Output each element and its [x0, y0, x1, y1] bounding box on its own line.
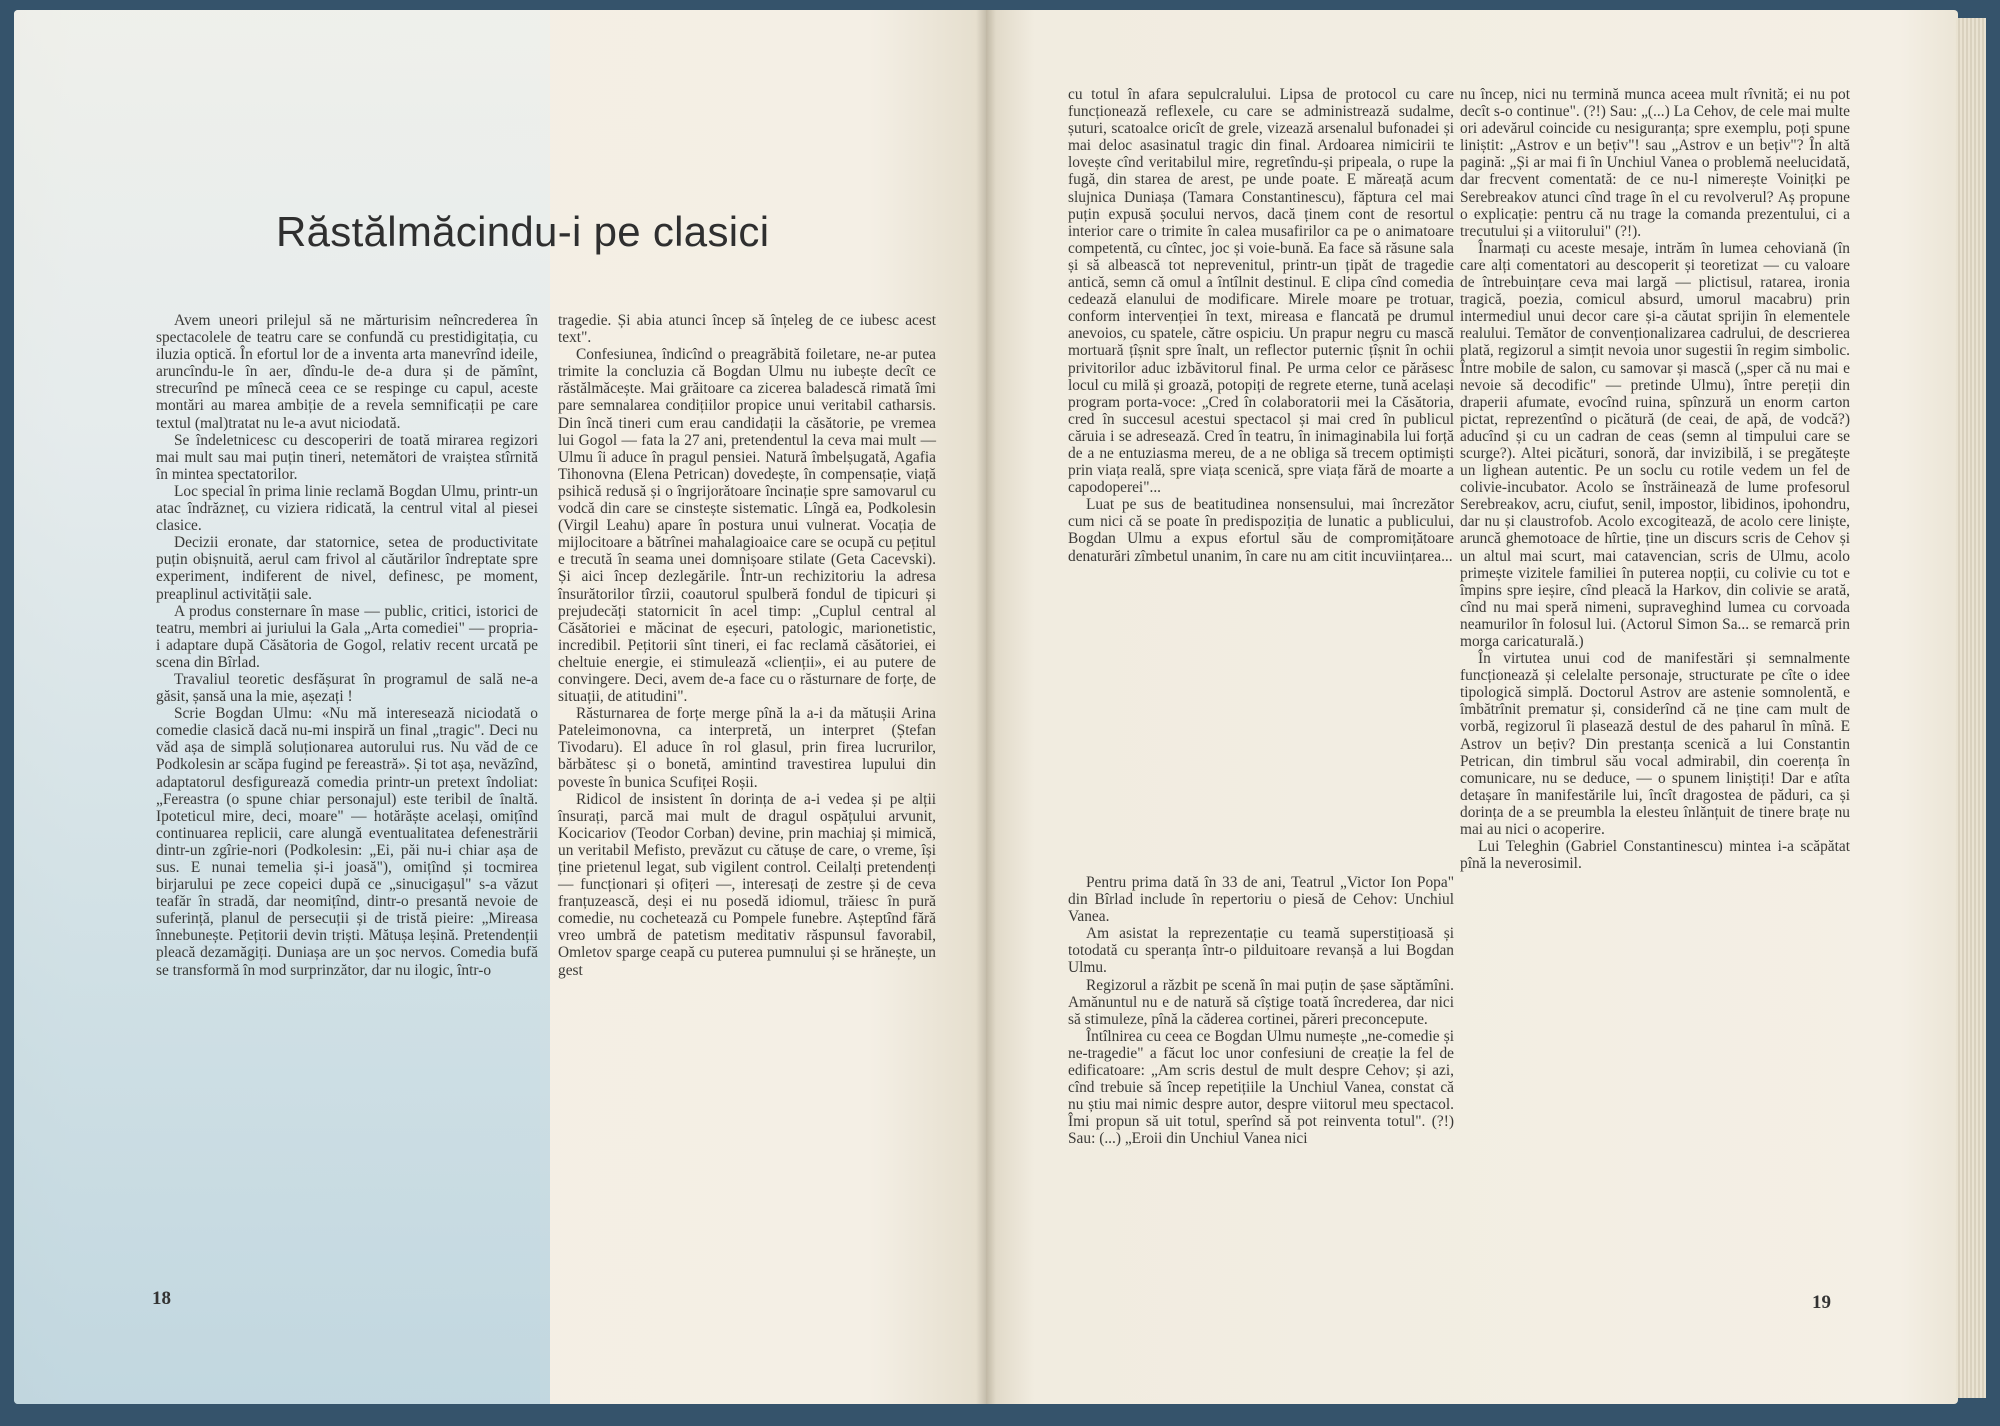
paragraph: nu încep, nici nu termină munca aceea mult rîvnită; ei nu pot decît s-o continue". (?!) Sau: „(...) La Cehov, de cele mai multe ori adevărul coincide cu nesiguranța; spre exemplu, poți spune liniștit: „Astrov e un bețiv"! sau „Astrov e un bețiv"? În altă pagină: „Și ar mai fi în Unchiul Vanea o problemă neelucidată, dar frecvent comentată: de ce nu-l nimerește Voinițki pe Serebreakov atunci cînd trage în el cu revolverul? Aș propune o explicație: pentru că nu trage la comanda prezentului, ci a trecutului și a viitorului" (?!). — [1460, 86, 1850, 240]
paragraph: Înarmați cu aceste mesaje, intrăm în lumea cehoviană (în care alți comentatori au descoperit și teoretizat — cu valoare de întrebuințare ceva mai largă — plictisul, ratarea, ironia tragică, poezia, comicul absurd, umorul macabru) prin intermediul unui decor care și-a căutat sprijin în elementele realului. Temător de convenționalizarea cadrului, de descrierea plată, regizorul a simțit nevoia unor sugestii în regim simbolic. Între mobile de salon, cu samovar și mască („sper că nu mai e nevoie să decodific" — pretinde Ulmu), între pereții din draperii afumate, evocînd ruina, spînzură un enorm carton pictat, reprezentînd o picătură (de ceai, de apă, de vodcă?) aducînd și cu un cadran de ceas (semn al timpului care se scurge?). Altei picături, sonoră, dar invizibilă, i se pregătește un lighean autentic. Pe un soclu cu rotile vedem un fel de colivie-incubator. Acolo se înstrăinează de lume profesorul Serebreakov, acru, ciufut, senil, impostor, libidinos, ipohondru, dar nu și claustrofob. Acolo excogitează, de acolo cere liniște, aruncă ghemotoace de hîrtie, ține un discurs scris de Cehov și un altul mai scurt, mai catavencian, scris de Ulmu, acolo primește vizitele familiei în puterea nopții, cu colivie cu tot e împins spre ieșire, cînd pleacă la Harkov, din colivie se arată, cînd nu mai speră nimeni, supraveghind lumea cu corvoada neamurilor în folosul lui. (Actorul Simon Sa... se remarcă prin morga caricaturală.) — [1460, 239, 1850, 650]
paragraph: Răsturnarea de forțe merge pînă la a-i da mătușii Arina Pateleimonovna, ca interpretă, un interpret (Ștefan Tivodaru). El aduce în rol glasul, prin firea lucrurilor, bărbătesc și o bonetă, amintind travestirea lupului din poveste în bunica Scufiței Roșii. — [558, 705, 936, 791]
paragraph: Ridicol de insistent în dorința de a-i vedea și pe alții însurați, parcă mai mult de dragul ospățului arvunit, Kocicariov (Teodor Corban) devine, prin machiaj și mimică, un veritabil Mefisto, prevăzut cu cătușe de care, o vreme, își ține prietenul legat, sub vigilent control. Ceilalți pretendenți — funcționari și ofițeri —, interesați de zestre și de ceva franțuzească, deși ei nu posedă idiomul, trăiesc în pură comedie, nu cochetează cu Pompele funebre. Așteptînd fără vreo umbră de patetism meditativ răspunsul favorabil, Omletov sparge ceapă cu puterea pumnului și se hrănește, un gest — [558, 790, 936, 979]
paragraph: A produs consternare în mase — public, critici, istorici de teatru, membri ai juriului la Gala „Arta comediei" — propria-i adaptare după Căsătoria de Gogol, relativ recent urcată pe scena din Bîrlad. — [156, 602, 538, 671]
paragraph: cu totul în afara sepulcralului. Lipsa de protocol cu care funcționează reflexele, cu care se administrează sudalme, șuturi, scatoalce oricît de grele, vizează arsenalul bufonadei și mai deloc asasinatul tragic din final. Ardoarea nimicirii te lovește cînd veritabilul mire, regretîndu-și pripeala, o rupe la fugă, din starea de arest, pe unde poate. E măreață acum slujnica Duniașa (Tamara Constantinescu), făptura cel mai puțin expusă șocului nervos, dacă ținem cont de resortul interior care o trimite în calea musafirilor ca pe o animatoare competentă, cu cîntec, joc și voie-bună. Ea face să răsune sala și să albească tot neprevenitul, printr-un țipăt de tragedie antică, semn că omul a întîlnit destinul. E clipa cînd comedia cedează elanului de modificare. Mirele moare pe trotuar, conform intervenției în text, mireasa e flancată pe drumul anevoios, cu spatele, către ospiciu. Un prapur negru cu mască mortuară țîșnit spre înalt, un reflector puternic țîșnit în ochii privitorilor aduc izbăvitorul final. Pe urma celor ce părăsesc locul cu milă și groază, potopiți de regrete eterne, tună același program porta-voce: „Cred în colaboratorii mei la Căsătoria, cred în succesul acestui spectacol și mai cred în publicul căruia i se adresează. Cred în teatru, în inimaginabila lui forță de a ne entuziasma mereu, de a ne obliga să trecem optimiști prin viața reală, spre viața scenică, spre viața fără de moarte a capodoperei"... — [1068, 86, 1454, 497]
paragraph: Regizorul a răzbit pe scenă în mai puțin de șase săptămîni. Amănuntul nu e de natură să cîștige toată încrederea, dar nici să stimuleze, pînă la căderea cortinei, păreri preconcepute. — [1068, 976, 1454, 1028]
paragraph: Luat pe sus de beatitudinea nonsensului, mai încrezător cum nici că se poate în predispoziția de lunatic a publicului, Bogdan Ulmu a expus efortul său de compromițătoare denaturări zîmbetul unanim, în care nu am citit incuviințarea... — [1068, 496, 1454, 565]
right-column-1-lower — [1068, 874, 1454, 1148]
right-column-2 — [1460, 86, 1850, 872]
paragraph: Loc special în prima linie reclamă Bogdan Ulmu, printr-un atac îndrăzneț, cu viziera ridicată, la centrul vital al piesei clasice. — [156, 482, 538, 535]
left-column-1 — [156, 312, 538, 979]
page-number-right: 19 — [1812, 1292, 1831, 1313]
left-page — [14, 10, 986, 1404]
page-number-left: 18 — [152, 1288, 171, 1309]
left-column-2 — [558, 312, 936, 979]
paragraph: tragedie. Și abia atunci încep să înțeleg de ce iubesc acest text". — [558, 312, 936, 347]
paragraph: Scrie Bogdan Ulmu: «Nu mă interesează niciodată o comedie clasică dacă nu-mi inspiră un final „tragic". Deci nu văd așa de simplă soluționarea autorului rus. Nu văd de ce Podkolesin ar scăpa fugind pe fereastră». Și tot așa, nevăzînd, adaptatorul desfigurează comedia printr-un pretext îndoliat: „Fereastra (o spune chiar personajul) este teribil de înaltă. Ipoteticul mire, deci, moare" — hotărăște același, omițînd continuarea replicii, care alungă eventualitatea defenestrării dintr-un zgîrie-nori (Podkolesin: „Ei, păi nu-i chiar așa de sus. E nunai temelia și-i joasă"), omițînd și tocmirea birjarului pe zece copeici după ce „sinucigașul" s-a văzut teafăr în stradă, dar neomițînd, dintr-o presantă nevoie de suferință, planul de persecuții și de tristă pieire: „Mireasa înnebunește. Pețitorii devin triști. Mătușa leșină. Pretendenții pleacă dezamăgiți. Duniașa are un șoc nervos. Comedia bufă se transformă în mod surprinzător, dar nu ilogic, într-o — [156, 705, 538, 979]
right-column-1 — [1068, 86, 1454, 565]
paragraph: Decizii eronate, dar statornice, setea de productivitate puțin obișnuită, aerul cam frivol al căutărilor îndreptate spre experiment, indiferent de nivel, definesc, pe moment, preaplinul activității sale. — [156, 534, 538, 603]
paragraph: Travaliul teoretic desfășurat în programul de sală ne-a găsit, șansă una la mie, așezați ! — [156, 670, 538, 706]
paragraph: Lui Teleghin (Gabriel Constantinescu) mintea i-a scăpătat pînă la neverosimil. — [1460, 838, 1850, 873]
right-page — [986, 10, 1958, 1404]
book-spine — [976, 10, 996, 1404]
paragraph: Avem uneori prilejul să ne mărturisim neîncrederea în spectacolele de teatru care se confundă cu prestidigitația, cu iluzia optică. În efortul lor de a inventa arta manevrînd ideile, aruncîndu-le în aer, dîndu-le de-a dura și de pămînt, strecurînd pe mînecă ceea ce se respinge cu capul, aceste montări au marea ambiție de a revela semnificații pe care textul (mal)tratat nu le-a avut niciodată. — [156, 312, 538, 432]
article-title: Răstălmăcindu-i pe clasici — [276, 208, 770, 255]
paragraph: Confesiunea, îndicînd o preagrăbită foiletare, ne-ar putea trimite la concluzia că Bogdan Ulmu nu iubește decît ce răstălmăcește. Mai grăitoare ca zicerea baladescă rimată îmi pare semnalarea condițiilor propice unui veritabil catharsis. Din încă tineri cum erau candidații la căsătorie, pe vremea lui Gogol — fata la 27 ani, pretendentul la ceva mai mult — Ulmu îi aduce în pragul pensiei. Natură îmbelșugată, Agafia Tihonovna (Elena Petrican) dovedește, în compensație, viață psihică redusă și o îngrijorătoare încinație spre samovarul cu vodcă din care se cinstește sistematic. Lîngă ea, Podkolesin (Virgil Leahu) apare în postura unui vulnerat. Vocația de mijlocitoare a bătrînei mahalagioaice care se ocupă cu pețitul e trecută în seama unei domnișoare stilate (Geta Cacevski). Și aici încep dezlegările. Într-un rechizitoriu la adresa însurătorilor tîrzii, coautorul spulberă fondul de tipicuri și prejudecăți statornicit în acel timp: „Cuplul central al Căsătoriei e măcinat de eșecuri, patologic, marionetistic, incredibil. Pețitorii sînt tineri, ei fac reclamă căsătoriei, ei cheltuie energie, ei stimulează «clienții», ei au putere de convingere. Deci, avem de-a face cu o răsturnare de forțe, de situații, de atitudini". — [558, 346, 936, 706]
paragraph: Se îndeletnicesc cu descoperiri de toată mirarea regizori mai mult sau mai puțin tineri, netemători de vraiștea stîrnită în mintea spectatorilor. — [156, 431, 538, 483]
paragraph: Pentru prima dată în 33 de ani, Teatrul „Victor Ion Popa" din Bîrlad include în repertoriu o piesă de Cehov: Unchiul Vanea. — [1068, 874, 1454, 926]
page-edges — [1956, 18, 1986, 1398]
paragraph: Întîlnirea cu ceea ce Bogdan Ulmu numește „ne-comedie și ne-tragedie" a făcut loc unor confesiuni de creație la fel de edificatoare: „Am scris destul de mult despre Cehov; și azi, cînd trebuie să încep repetițiile la Unchiul Vanea, constat că nu știu mai nimic despre autor, despre viitorul meu spectacol. Îmi propun să uit totul, sperînd să pot reinventa totul". (?!) Sau: (...) „Eroii din Unchiul Vanea nici — [1068, 1027, 1454, 1148]
paragraph: În virtutea unui cod de manifestări și semnalmente funcționează și celelalte personaje, structurate pe cîte o idee tipologică simplă. Doctorul Astrov are astenie somnolentă, e îmbătrînit prematur și, considerînd că ne ține cam mult de vorbă, regizorul îi plasează destul de des paharul în mînă. E Astrov un bețiv? Din prestanța scenică a lui Constantin Petrican, din timbrul său vocal admirabil, din coerența în comunicare, nu se deduce, — o spunem liniștiți! Dar e atîta detașare în manifestările lui, încît dragostea de păduri, ca și dorința de a se preumbla la elesteu înlănțuit de tinere brațe nu mai au nici o acoperire. — [1460, 650, 1850, 839]
paragraph: Am asistat la reprezentație cu teamă superstițioasă și totodată cu speranța într-o pilduitoare revanșă a lui Bogdan Ulmu. — [1068, 925, 1454, 977]
